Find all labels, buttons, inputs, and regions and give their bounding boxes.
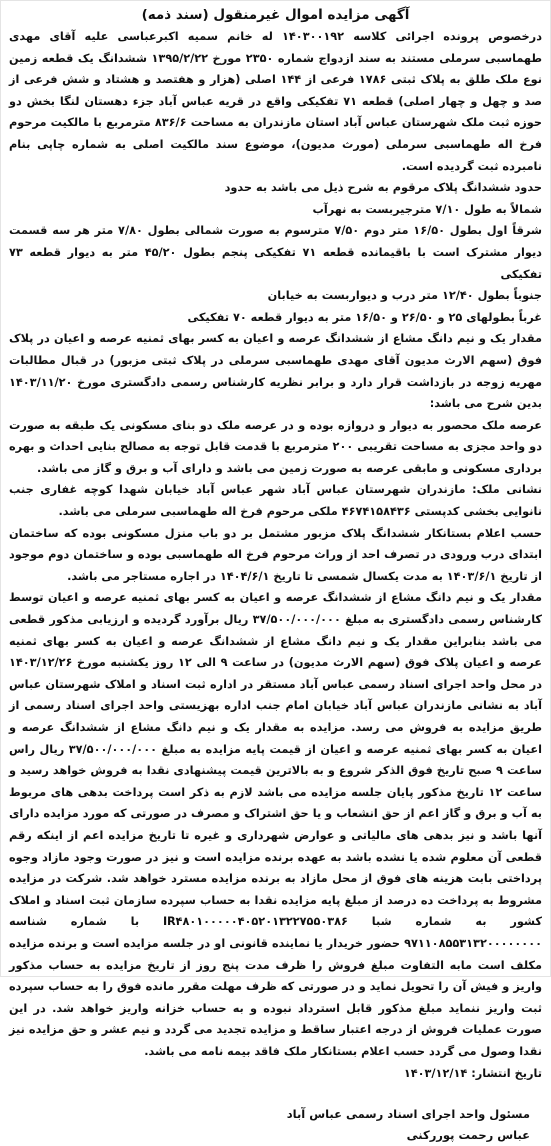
boundary-west: غرباً بطولهای ۲۵ و ۲۶/۵۰ و ۱۶/۵۰ متر به دیوار قطعه ۷۰ تفکیکی: [187, 310, 542, 324]
boundaries-heading: حدود ششدانگ پلاک مرقوم به شرح ذیل می باشد به حدود: [224, 181, 542, 195]
signature-block: [9, 1104, 542, 1146]
boundary-east: شرقاً اول بطول ۱۶/۵۰ متر دوم ۷/۵۰ مترسوم به صورت شمالی بطول ۷/۸۰ متر هر سه قسمت دیوار مشترک است با باقیمانده قطعه ۷۱ تفکیکی پنجم بطول ۴۵/۲۰ متر به دیوار قطعه ۷۳ تفکیکی: [9, 224, 542, 281]
auction-terms-paragraph: مقدار یک و نیم دانگ مشاع از ششدانگ عرصه و اعیان به کسر بهای ثمنیه عرصه و اعیان توسط کارشناس رسمی دادگستری به مبلغ ۳۷/۵۰۰/۰۰۰/۰۰۰ ریال برآورد گردیده و ارزیابی مذکور قطعی می باشد بنابراین مقدار یک و نیم دانگ مشاع از ششدانگ عرصه و اعیان به کسر بهای ثمنیه عرصه و اعیان پلاک فوق (سهم الارث مدیون) در ساعت ۹ الی ۱۲ روز یکشنبه مورخ ۱۴۰۳/۱۲/۲۶ در محل واحد اجرای اسناد رسمی عباس آباد مستقر در اداره ثبت اسناد و املاک شهرستان عباس آباد به نشانی مازندران عباس آباد خیابان امام جنب اداره بهزیستی واحد اجرای اسناد رسمی از طریق مزایده به فروش می رسد. مزایده به مقدار یک و نیم دانگ مشاع از ششدانگ عرصه و اعیان به کسر بهای ثمنیه عرصه و اعیان از قیمت پایه مزایده به مبلغ ۳۷/۵۰۰/۰۰۰/۰۰۰ ریال راس ساعت ۹ صبح تاریخ فوق الذکر شروع و به بالاترین قیمت پیشنهادی نقدا به فروش خواهد رسید و ساعت ۱۲ تاریخ مذکور پایان جلسه مزایده می باشد لازم به ذکر است پرداخت بدهی های مربوط به آب و برق و گاز اعم از حق انشعاب و یا حق اشتراک و مصرف در صورتی که مورد مزایده دارای آنها باشد و نیز بدهی های مالیاتی و عوارض شهرداری و غیره تا تاریخ مزایده اعم از اینکه رقم قطعی آن معلوم شده یا نشده باشد به عهده برنده مزایده است و نیز در صورت وجود مازاد وجوه پرداختی بابت هزینه های فوق از محل مازاد به برنده مزایده مسترد خواهد شد. شرکت در مزایده مشروط به پرداخت ده درصد از مبلغ پایه مزایده نقدا به حساب سپرده سازمان ثبت اسناد و املاک کشور به شماره شبا IR۴۸۰۱۰۰۰۰۰۴۰۵۲۰۱۳۲۲۷۵۵۰۳۸۶ با شماره شناسه ۹۷۱۱۰۸۵۵۳۱۳۲۰۰۰۰۰۰۰۰ حضور خریدار یا نماینده قانونی او در جلسه مزایده است و برنده مزایده مکلف است مابه التفاوت مبلغ فروش را ظرف مدت پنج روز از تاریخ مزایده به حساب مذکور واریز و فیش آن را تحویل نماید و در صورتی که ظرف مهلت مقرر مانده فوق را به حساب سپرده ثبت واریز ننماید مبلغ مذکور قابل استرداد نبوده و به حساب خزانه واریز خواهد شد. در این صورت عملیات فروش از درجه اعتبار ساقط و مزایده تجدید می گردد و نیم عشر و حق مزایده نیز نقدا وصول می گردد حسب اعلام بستانکار ملک فاقد بیمه نامه می باشد.: [9, 591, 543, 1058]
intro-paragraph: درخصوص پرونده اجرائی کلاسه ۱۴۰۳۰۰۱۹۲ له خانم سمیه اکبرعباسی علیه آقای مهدی طهماسبی سرملی مستند به سند ازدواج شماره ۲۳۵۰ مورخ ۱۳۹۵/۲/۲۲ ششدانگ یک قطعه زمین نوع ملک طلق به پلاک ثبتی ۱۷۸۶ فرعی از ۱۴۴ اصلی (هزار و هفتصد و هشتاد و شش فرعی از صد و چهل و چهار اصلی) قطعه ۷۱ تفکیکی واقع در قریه عباس آباد جزء دهستان لنگا بخش دو حوزه ثبت ملک شهرستان عباس آباد استان مازندران به مساحت ۸۳۶/۶ مترمربع با مالکیت مرحوم فرخ اله طهماسبی سرملی (مورث مدیون)، موضوع سند مالکیت اصلی به شماره چاپی بنام نامبرده ثبت گردیده است.: [9, 30, 543, 173]
notice-body: [9, 26, 542, 1084]
property-address: نشانی ملک: مازندران شهرستان عباس آباد شهر عباس آباد خیابان شهدا کوچه غفاری جنب نانوایی بخشی کدپستی ۴۶۷۴۱۵۸۴۳۶ ملکی مرحوم فرخ اله طهماسبی سرملی می باشد.: [9, 483, 542, 519]
occupancy-paragraph: حسب اعلام بستانکار ششدانگ پلاک مزبور مشتمل بر دو باب منزل مسکونی بوده که ساختمان ابتدای درب ورودی در تصرف احد از وراث مرحوم فرخ اله طهماسبی بوده و ساختمان دوم موجود از تاریخ ۱۴۰۳/۶/۱ به مدت یکسال شمسی تا تاریخ ۱۴۰۴/۶/۱ در اجاره مستاجر می باشد.: [9, 526, 542, 583]
boundary-north: شمالاً به طول ۷/۱۰ مترجیربست به نهرآب: [312, 202, 542, 216]
seizure-paragraph: مقدار یک و نیم دانگ مشاع از ششدانگ عرصه و اعیان به کسر بهای ثمنیه عرصه و اعیان در پلاک فوق (سهم الارث مدیون آقای مهدی طهماسبی سرملی در پلاک ثبتی مزبور) در قبال مطالبات مهریه زوجه در بازداشت قرار دارد و برابر نظریه کارشناس رسمی دادگستری مورخ ۱۴۰۳/۱۱/۲۰ بدین شرح می باشد:: [9, 332, 542, 411]
property-description: عرصه ملک محصور به دیوار و دروازه بوده و در عرصه ملک دو بنای مسکونی یک طبقه به صورت دو واحد مجزی به مساحت تقریبی ۲۰۰ مترمربع با قدمت قابل توجه به مصالح بنایی احداث و بهره برداری مسکونی و مابقی عرصه به صورت زمین می باشد و دارای آب و برق و گاز می باشد.: [9, 418, 543, 475]
boundary-south: جنوباً بطول ۱۲/۴۰ متر درب و دیواربست به خیابان: [267, 289, 542, 303]
signatory-name: عباس رحمت پوررکنی: [406, 1128, 530, 1143]
signatory-title: مسئول واحد اجرای اسناد رسمی عباس آباد: [286, 1107, 530, 1122]
publication-date: تاریخ انتشار: ۱۴۰۳/۱۲/۱۴: [403, 1066, 542, 1080]
notice-title: آگهی مزایده اموال غیرمنقول (سند ذمه): [141, 7, 410, 23]
